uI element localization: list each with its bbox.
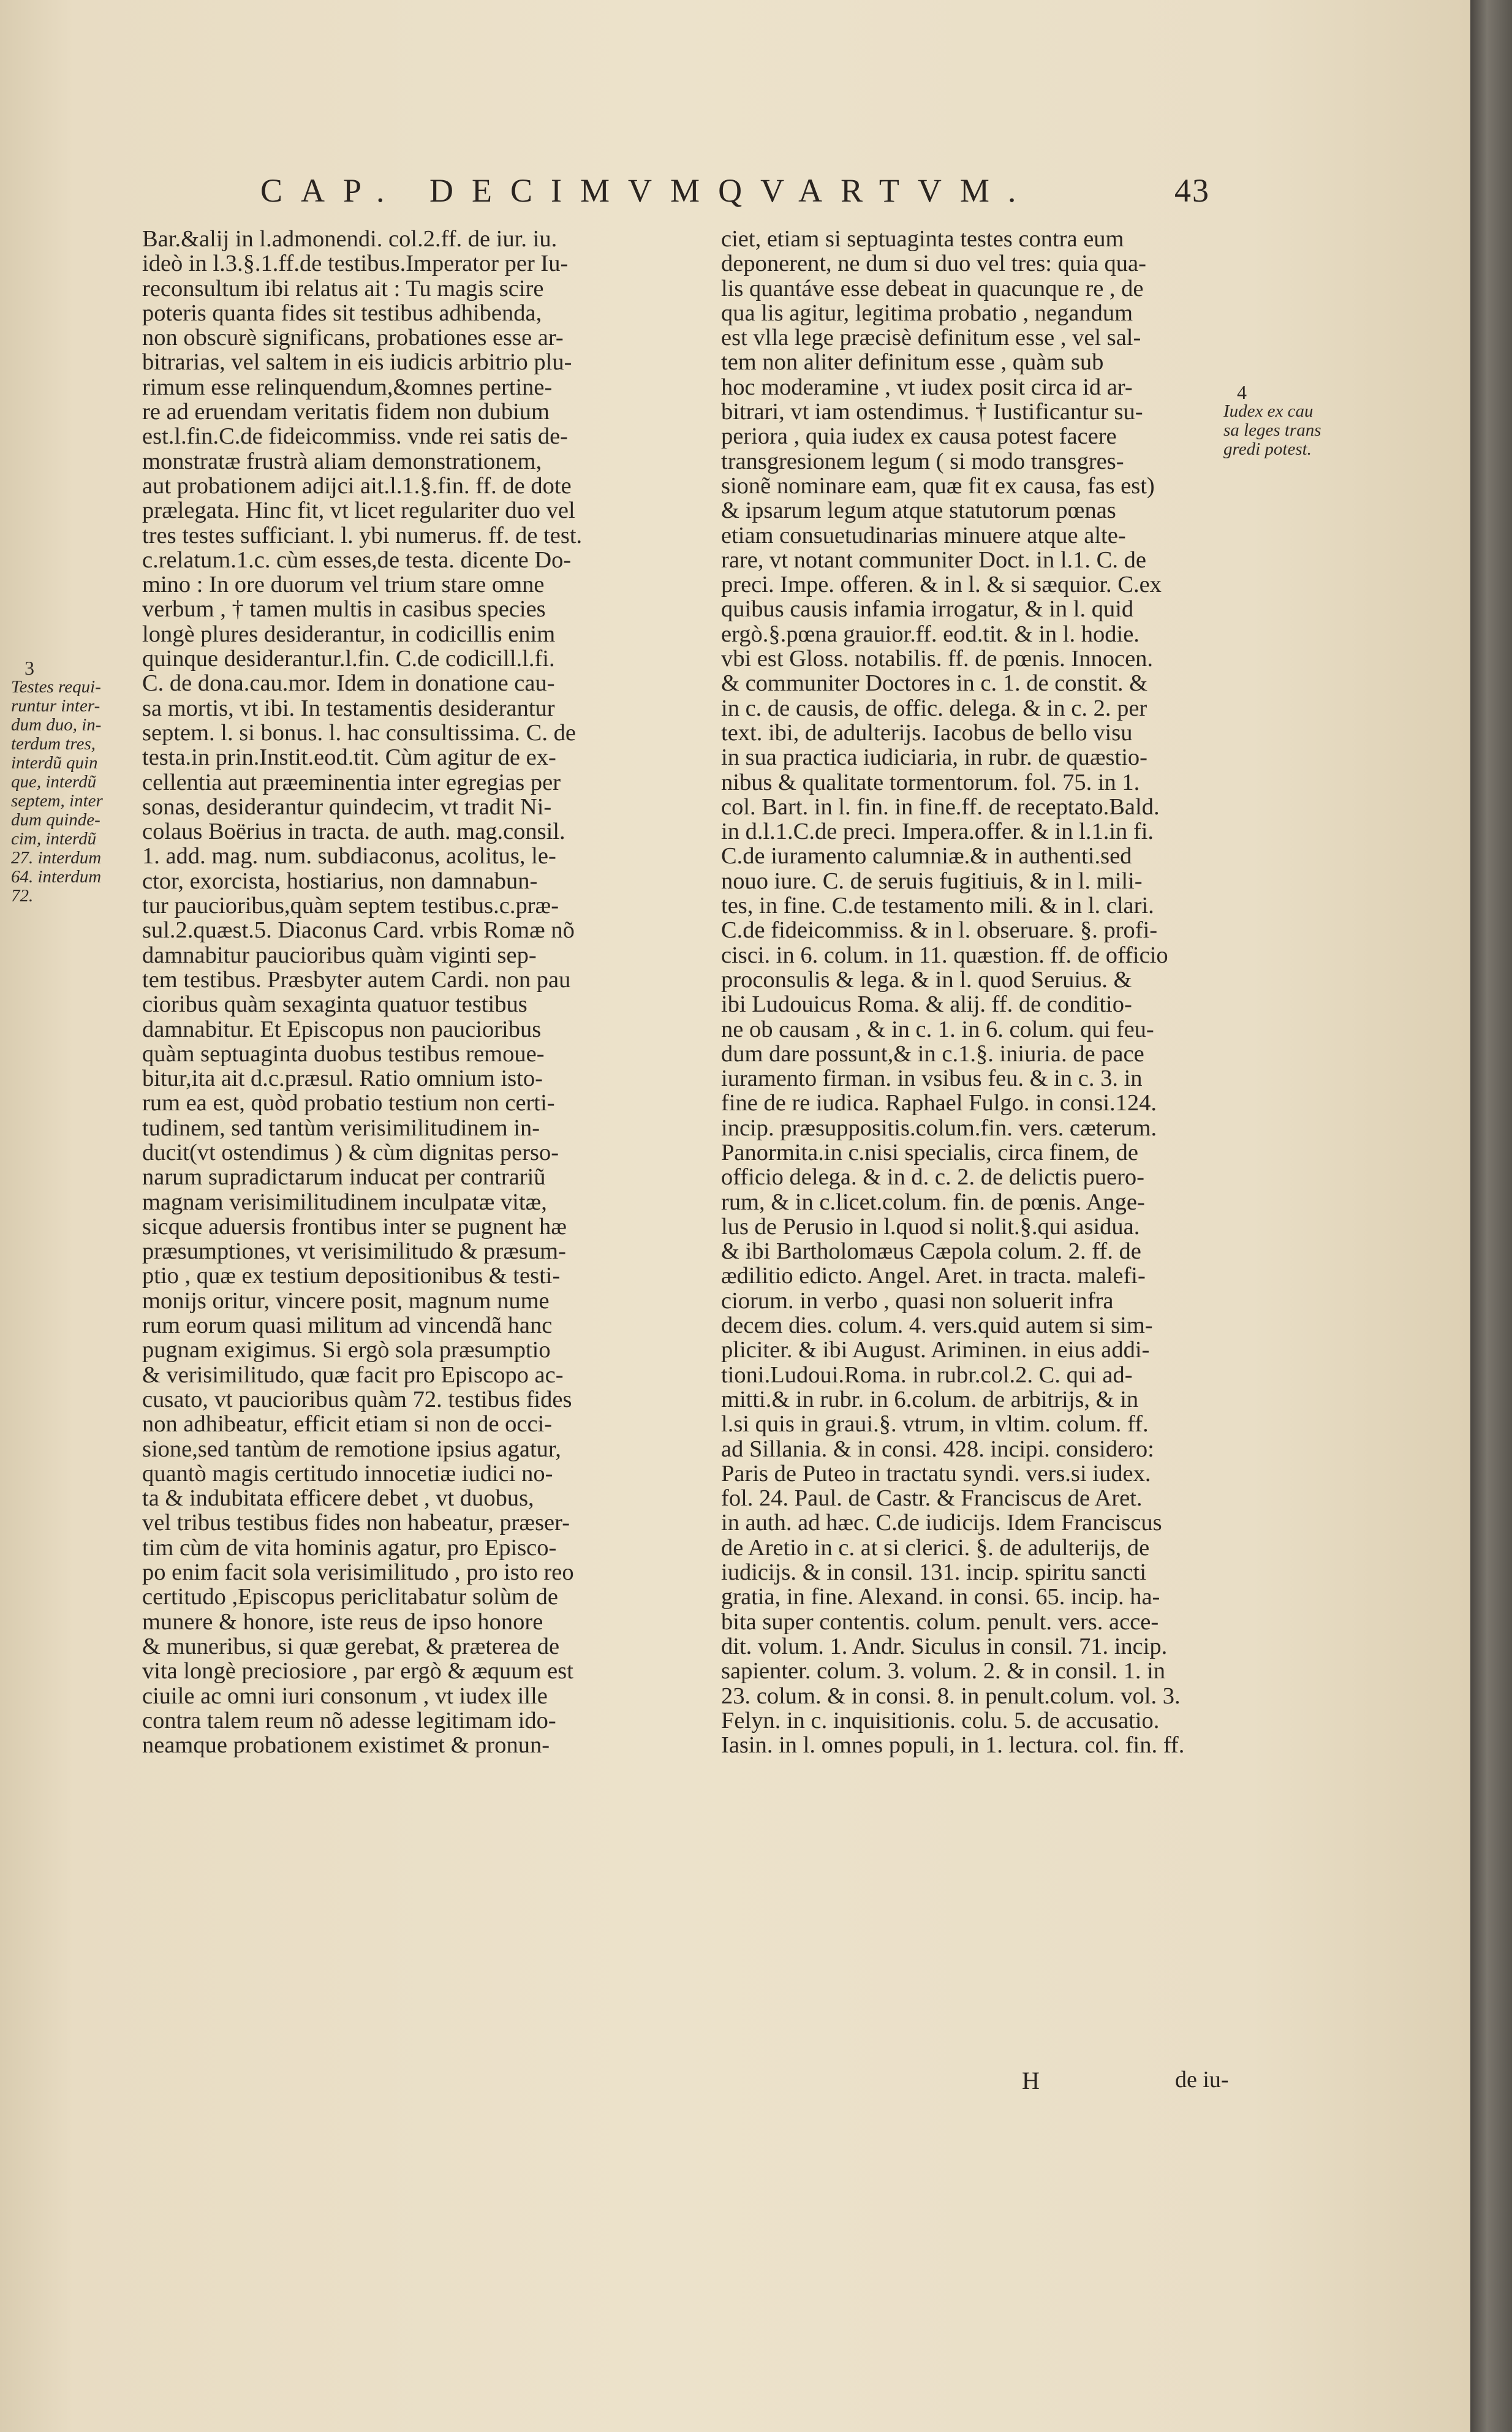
text-line: & verisimilitudo, quæ facit pro Episcopo ac- bbox=[142, 1362, 564, 1387]
text-line: iudicijs. & in consil. 131. incip. spiritu sancti bbox=[721, 1560, 1147, 1585]
text-line: tioni.Ludoui.Roma. in rubr.col.2. C. qui ad- bbox=[721, 1362, 1133, 1387]
text-line: fine de re iudica. Raphael Fulgo. in consi.124. bbox=[721, 1091, 1157, 1116]
text-line: Iasin. in l. omnes populi, in 1. lectura. col. fin. ff. bbox=[721, 1733, 1185, 1758]
text-line: nouo iure. C. de seruis fugitiuis, & in l. mili- bbox=[721, 868, 1143, 894]
text-line: officio delega. & in d. c. 2. de delictis puero- bbox=[721, 1165, 1145, 1190]
text-line: ne ob causam , & in c. 1. in 6. colum. qui feu- bbox=[721, 1017, 1154, 1042]
text-line: ptio , quæ ex testium depositionibus & testi- bbox=[142, 1263, 561, 1289]
text-line: tem testibus. Præsbyter autem Cardi. non pau bbox=[142, 967, 571, 993]
text-line: Felyn. in c. inquisitionis. colu. 5. de accusatio. bbox=[721, 1708, 1160, 1733]
text-line: sul.2.quæst.5. Diaconus Card. vrbis Romæ nõ bbox=[142, 918, 575, 943]
text-line: ædilitio edicto. Angel. Aret. in tracta. malefi- bbox=[721, 1263, 1146, 1289]
text-line: cellentia aut præeminentia inter egregias per bbox=[142, 770, 561, 795]
text-line: & muneribus, si quæ gerebat, & præterea de bbox=[142, 1634, 560, 1659]
text-line: in c. de causis, de offic. delega. & in c. 2. per bbox=[721, 695, 1147, 721]
text-line: de Aretio in c. at si clerici. §. de adulterijs, de bbox=[721, 1535, 1150, 1561]
text-line: ad Sillania. & in consi. 428. incipi. considero: bbox=[721, 1436, 1154, 1461]
text-line: poteris quanta fides sit testibus adhibenda, bbox=[142, 300, 542, 326]
text-line: sa mortis, vt ibi. In testamentis desiderantur bbox=[142, 695, 555, 721]
text-line: 64. interdum bbox=[11, 867, 102, 887]
text-line: est vlla lege præcisè definitum esse , vel sal- bbox=[721, 325, 1141, 350]
text-line: ergò.§.pœna grauior.ff. eod.tit. & in l. hodie. bbox=[721, 621, 1140, 647]
text-line: C.de iuramento calumniæ.& in authenti.sed bbox=[721, 844, 1132, 869]
text-line: sapienter. colum. 3. volum. 2. & in consil. 1. in bbox=[721, 1659, 1166, 1684]
text-line: ciorum. in verbo , quasi non soluerit infra bbox=[721, 1288, 1114, 1314]
text-line: l.si quis in graui.§. vtrum, in vltim. colum. ff. bbox=[721, 1412, 1149, 1437]
text-line: hoc moderamine , vt iudex posit circa id ar- bbox=[721, 374, 1133, 400]
text-line: po enim facit sola verisimilitudo , pro isto reo bbox=[142, 1560, 574, 1585]
text-line: neamque probationem existimet & pronun- bbox=[142, 1733, 550, 1758]
text-line: sa leges trans bbox=[1223, 420, 1321, 440]
text-line: cusato, vt paucioribus quàm 72. testibus fides bbox=[142, 1387, 572, 1412]
text-line: periora , quia iudex ex causa potest facere bbox=[721, 424, 1117, 449]
text-line: testa.in prin.Instit.eod.tit. Cùm agitur de ex- bbox=[142, 745, 556, 770]
text-line: 23. colum. & in consi. 8. in penult.colum. vol. 3. bbox=[721, 1683, 1181, 1708]
text-line: proconsulis & lega. & in l. quod Seruius. & bbox=[721, 967, 1132, 993]
text-line: dum dare possunt,& in c.1.§. iniuria. de pace bbox=[721, 1041, 1144, 1067]
text-line: sionẽ nominare eam, quæ fit ex causa, fas est) bbox=[721, 473, 1155, 499]
signature-mark: H bbox=[1022, 2067, 1040, 2094]
text-line: runtur inter- bbox=[11, 696, 100, 716]
text-line: Paris de Puteo in tractatu syndi. vers.si iudex. bbox=[721, 1461, 1151, 1487]
text-line: rum ea est, quòd probatio testium non certi- bbox=[142, 1091, 555, 1116]
text-line: etiam consuetudinarias minuere atque alte- bbox=[721, 523, 1126, 548]
text-line: non adhibeatur, efficit etiam si non de occi- bbox=[142, 1412, 553, 1437]
text-line: fol. 24. Paul. de Castr. & Franciscus de Aret. bbox=[721, 1486, 1143, 1511]
text-line: Bar.&alij in l.admonendi. col.2.ff. de iur. iu. bbox=[142, 227, 558, 252]
text-line: colaus Boërius in tracta. de auth. mag.consil. bbox=[142, 819, 565, 844]
text-line: quàm septuaginta duobus testibus remoue- bbox=[142, 1041, 545, 1067]
text-line: tes, in fine. C.de testamento mili. & in l. clari. bbox=[721, 893, 1154, 919]
text-line: in d.l.1.C.de preci. Impera.offer. & in l.1.in fi. bbox=[721, 819, 1154, 844]
text-line: & ibi Bartholomæus Cæpola colum. 2. ff. de bbox=[721, 1239, 1141, 1264]
text-line: gratia, in fine. Alexand. in consi. 65. incip. ha- bbox=[721, 1585, 1160, 1610]
text-line: quibus causis infamia irrogatur, & in l. quid bbox=[721, 597, 1134, 622]
text-line: reconsultum ibi relatus ait : Tu magis scire bbox=[142, 276, 544, 301]
text-line: non obscurè significans, probationes esse ar- bbox=[142, 325, 564, 350]
text-line: monijs oritur, vincere posit, magnum nume bbox=[142, 1288, 550, 1314]
text-line: gredi potest. bbox=[1223, 439, 1312, 459]
text-line: longè plures desiderantur, in codicillis enim bbox=[142, 621, 556, 647]
text-line: præsumptiones, vt verisimilitudo & præsum- bbox=[142, 1239, 566, 1264]
page-number: 43 bbox=[1174, 172, 1210, 209]
text-line: re ad eruendam veritatis fidem non dubium bbox=[142, 400, 550, 425]
text-line: rare, vt notant communiter Doct. in l.1. C. de bbox=[721, 547, 1146, 573]
text-line: cim, interdũ bbox=[11, 829, 97, 849]
text-line: ducit(vt ostendimus ) & cùm dignitas perso- bbox=[142, 1140, 559, 1165]
text-line: mitti.& in rubr. in 6.colum. de arbitrijs, & in bbox=[721, 1387, 1139, 1412]
text-line: quinque desiderantur.l.fin. C.de codicill.l.fi. bbox=[142, 646, 555, 672]
text-line: bitur,ita ait d.c.præsul. Ratio omnium isto- bbox=[142, 1066, 543, 1091]
text-line: certitudo ,Episcopus periclitabatur solùm de bbox=[142, 1585, 558, 1610]
text-line: quantò magis certitudo innocetiæ iudici no- bbox=[142, 1461, 553, 1487]
text-line: ibi Ludouicus Roma. & alij. ff. de conditio- bbox=[721, 992, 1132, 1017]
text-line: damnabitur. Et Episcopus non paucioribus bbox=[142, 1017, 542, 1042]
text-line: C. de dona.cau.mor. Idem in donatione cau- bbox=[142, 671, 555, 696]
text-line: cioribus quàm sexaginta quatuor testibus bbox=[142, 992, 527, 1017]
left-margin-note bbox=[11, 659, 103, 906]
text-line: cisci. in 6. colum. in 11. quæstion. ff. de officio bbox=[721, 942, 1168, 968]
right-text-column bbox=[721, 227, 1205, 1757]
text-line: vel tribus testibus fides non habeatur, præser- bbox=[142, 1510, 570, 1536]
text-line: dum duo, in- bbox=[11, 715, 102, 735]
text-line: bita super contentis. colum. penult. vers. acce- bbox=[721, 1609, 1159, 1634]
text-line: C.de fideicommiss. & in l. obseruare. §. profi- bbox=[721, 918, 1158, 943]
text-line: dum quinde- bbox=[11, 810, 100, 830]
text-line: Testes requi- bbox=[11, 677, 101, 697]
text-line: ideò in l.3.§.1.ff.de testibus.Imperator per Iu- bbox=[142, 251, 569, 276]
text-line: c.relatum.1.c. cùm esses,de testa. dicente Do- bbox=[142, 547, 572, 573]
text-line: pliciter. & ibi August. Ariminen. in eius addi- bbox=[721, 1338, 1150, 1363]
text-line: que, interdũ bbox=[11, 772, 97, 792]
text-line: iuramento firman. in vsibus feu. & in c. 3. in bbox=[721, 1066, 1143, 1091]
text-line: qua lis agitur, legitima probatio , negandum bbox=[721, 300, 1133, 326]
text-line: ctor, exorcista, hostiarius, non damnabun- bbox=[142, 868, 538, 894]
left-text-column bbox=[142, 227, 673, 1757]
text-line: verbum , † tamen multis in casibus species bbox=[142, 597, 546, 622]
text-line: tudinem, sed tantùm verisimilitudinem in- bbox=[142, 1115, 540, 1140]
text-line: pugnam exigimus. Si ergò sola præsumptio bbox=[142, 1338, 551, 1363]
text-line: tres testes sufficiant. l. ybi numerus. ff. de test. bbox=[142, 523, 583, 548]
text-line: dit. volum. 1. Andr. Siculus in consil. 71. incip. bbox=[721, 1634, 1168, 1659]
text-line: lus de Perusio in l.quod si nolit.§.qui asidua. bbox=[721, 1214, 1140, 1240]
text-line: tem non aliter definitum esse , quàm sub bbox=[721, 350, 1104, 375]
text-line: Panormita.in c.nisi specialis, circa finem, de bbox=[721, 1140, 1139, 1165]
text-line: aut probationem adijci ait.l.1.§.fin. ff. de dote bbox=[142, 473, 572, 499]
text-line: 27. interdum bbox=[11, 848, 102, 868]
text-line: est.l.fin.C.de fideicommiss. vnde rei satis de- bbox=[142, 424, 568, 449]
text-line: tur paucioribus,quàm septem testibus.c.præ- bbox=[142, 893, 559, 919]
margin-note-number: 4 bbox=[1237, 381, 1247, 403]
text-line: decem dies. colum. 4. vers.quid autem si sim- bbox=[721, 1313, 1153, 1338]
text-line: septem. l. si bonus. l. hac consultissima. C. de bbox=[142, 720, 576, 746]
text-line: vbi est Gloss. notabilis. ff. de pœnis. Innocen. bbox=[721, 646, 1154, 672]
text-line: tim cùm de vita hominis agatur, pro Episco- bbox=[142, 1535, 557, 1561]
text-line: monstratæ frustrà aliam demonstrationem, bbox=[142, 449, 542, 474]
text-line: rum, & in c.licet.colum. fin. de pœnis. Ange- bbox=[721, 1189, 1145, 1214]
text-line: ciet, etiam si septuaginta testes contra eum bbox=[721, 227, 1124, 252]
text-line: ciuile ac omni iuri consonum , vt iudex ille bbox=[142, 1683, 548, 1708]
margin-note-number: 3 bbox=[25, 657, 34, 679]
text-line: damnabitur paucioribus quàm viginti sep- bbox=[142, 942, 537, 968]
running-title: CAP. DECIMVMQVARTVM. bbox=[260, 172, 1035, 209]
text-line: rimum esse relinquendum,&omnes pertine- bbox=[142, 374, 553, 400]
text-line: sonas, desiderantur quindecim, vt tradit Ni- bbox=[142, 794, 552, 820]
text-line: in auth. ad hæc. C.de iudicijs. Idem Franciscus bbox=[721, 1510, 1162, 1536]
text-line: contra talem reum nõ adesse legitimam ido- bbox=[142, 1708, 556, 1733]
text-line: vita longè preciosiore , par ergò & æquum est bbox=[142, 1659, 573, 1684]
right-margin-note bbox=[1223, 383, 1370, 459]
text-line: transgresionem legum ( si modo transgres- bbox=[721, 449, 1124, 474]
text-line: terdum tres, bbox=[11, 734, 96, 754]
text-line: in sua practica iudiciaria, in rubr. de quæstio- bbox=[721, 745, 1148, 770]
text-line: magnam verisimilitudinem inculpatæ vitæ, bbox=[142, 1189, 547, 1214]
text-line: mino : In ore duorum vel trium stare omne bbox=[142, 572, 545, 597]
text-line: lis quantáve esse debeat in quacunque re , de bbox=[721, 276, 1144, 301]
text-line: text. ibi, de adulterijs. Iacobus de bello visu bbox=[721, 720, 1133, 746]
text-line: sicque aduersis frontibus inter se pugnent hæ bbox=[142, 1214, 567, 1240]
text-line: narum supradictarum inducat per contrariũ bbox=[142, 1165, 546, 1190]
text-line: septem, inter bbox=[11, 791, 103, 811]
text-line: 1. add. mag. num. subdiaconus, acolitus, le- bbox=[142, 844, 556, 869]
text-line: col. Bart. in l. fin. in fine.ff. de receptato.Bald. bbox=[721, 794, 1160, 820]
book-edge bbox=[1470, 0, 1512, 2432]
text-line: preci. Impe. offeren. & in l. & si sæquior. C.ex bbox=[721, 572, 1162, 597]
catchword: de iu- bbox=[1175, 2067, 1229, 2093]
text-line: incip. præsuppositis.colum.fin. vers. cæterum. bbox=[721, 1115, 1157, 1140]
text-line: bitrari, vt iam ostendimus. † Iustificantur su- bbox=[721, 400, 1143, 425]
text-line: sione,sed tantùm de remotione ipsius agatur, bbox=[142, 1436, 561, 1461]
text-line: bitrarias, vel saltem in eis iudicis arbitrio plu- bbox=[142, 350, 572, 375]
text-line: & communiter Doctores in c. 1. de constit. & bbox=[721, 671, 1148, 696]
text-line: ta & indubitata efficere debet , vt duobus, bbox=[142, 1486, 534, 1511]
text-line: 72. bbox=[11, 886, 34, 906]
text-line: & ipsarum legum atque statutorum pœnas bbox=[721, 498, 1116, 523]
text-line: nibus & qualitate tormentorum. fol. 75. in 1. bbox=[721, 770, 1140, 795]
text-line: munere & honore, iste reus de ipso honore bbox=[142, 1609, 543, 1634]
text-line: prælegata. Hinc fit, vt licet regulariter duo vel bbox=[142, 498, 575, 523]
text-line: interdũ quin bbox=[11, 753, 98, 773]
text-line: Iudex ex cau bbox=[1223, 401, 1314, 421]
page-header bbox=[260, 172, 1210, 214]
text-line: rum eorum quasi militum ad vincendã hanc bbox=[142, 1313, 553, 1338]
text-line: deponerent, ne dum si duo vel tres: quia qua- bbox=[721, 251, 1146, 276]
